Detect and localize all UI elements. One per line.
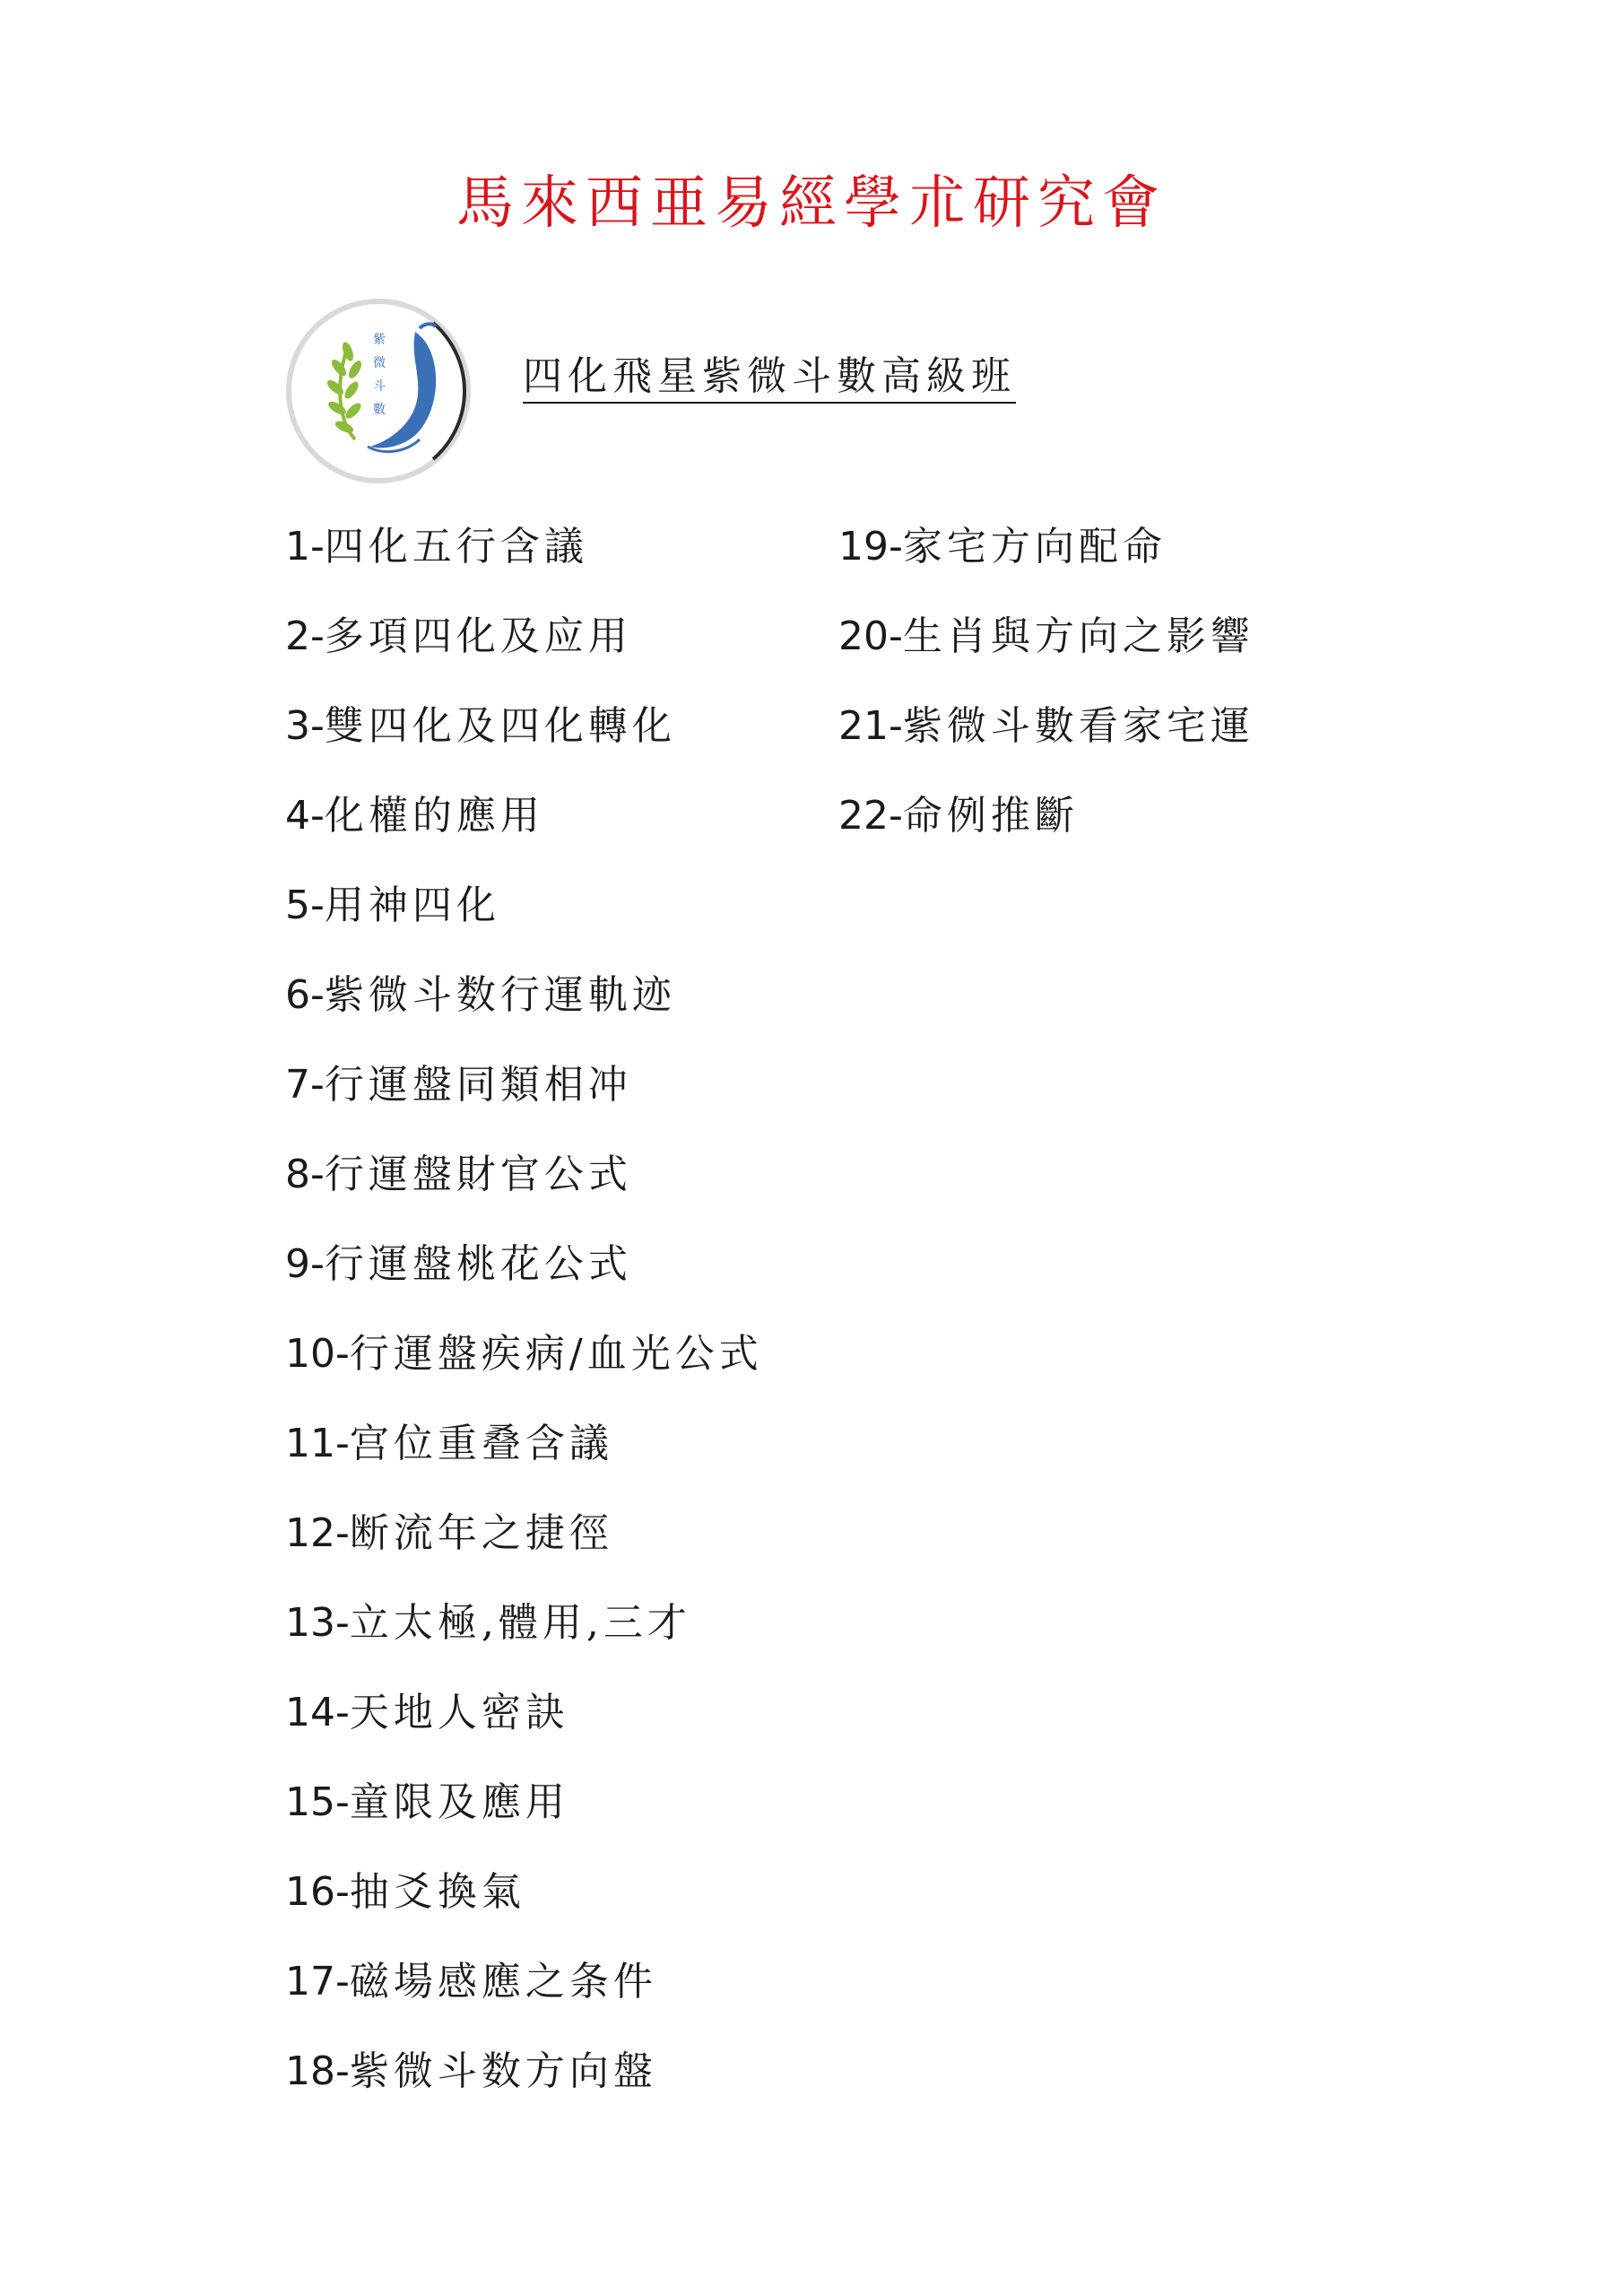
topic-text: 四化五行含議 [324,524,588,570]
topic-text: 断流年之捷徑 [349,1510,613,1556]
topic-number: 7- [285,1062,325,1108]
course-title: 四化飛星紫微斗數高級班 [523,353,1016,399]
topic-list-left [285,520,763,2135]
topic-number: 10- [285,1331,350,1377]
list-item [285,1507,763,1596]
topic-text: 磁場感應之条件 [349,1959,657,2005]
org-title: 馬來西亜易經學朮研究會 [456,170,1167,237]
topic-text: 紫微斗數看家宅運 [902,703,1254,749]
topic-number: 2- [285,613,325,659]
list-item [285,1596,763,1686]
topic-list-right [838,520,1254,879]
logo-char: 紫 [373,333,386,347]
topic-number: 8- [285,1152,325,1197]
list-item [285,1238,763,1327]
list-item [285,1058,763,1148]
list-item [285,1686,763,1776]
topic-number: 13- [285,1600,350,1646]
topic-number: 14- [285,1690,350,1735]
list-item [285,1776,763,1866]
topic-number: 4- [285,793,325,839]
topic-number: 17- [285,1959,350,2005]
topic-number: 9- [285,1241,325,1287]
topic-text: 行運盤同類相冲 [324,1062,632,1108]
topic-number: 21- [838,703,903,749]
topic-number: 18- [285,2048,350,2094]
list-item [285,700,763,789]
list-item [285,610,763,700]
logo-char: 微 [373,356,386,370]
list-item [838,610,1254,700]
topic-text: 行運盤疾病/血光公式 [349,1331,763,1377]
topic-number: 12- [285,1510,350,1556]
topic-text: 立太極,體用,三才 [349,1600,691,1646]
list-item [285,1866,763,1955]
list-item [285,879,763,969]
topic-text: 行運盤桃花公式 [324,1241,632,1287]
topic-number: 1- [285,524,325,570]
list-item [838,700,1254,789]
topic-text: 生肖與方向之影響 [902,613,1254,659]
list-item [285,520,763,610]
topic-number: 22- [838,793,903,839]
list-item [285,1327,763,1417]
topic-text: 行運盤財官公式 [324,1152,632,1197]
topic-text: 化權的應用 [324,793,544,839]
topic-text: 用神四化 [324,883,500,928]
logo-char: 數 [373,403,386,417]
list-item [838,789,1254,879]
topic-number: 5- [285,883,325,928]
logo-char: 斗 [373,379,386,394]
topic-text: 抽爻換氣 [349,1869,525,1915]
topic-number: 20- [838,613,903,659]
topic-text: 多項四化及应用 [324,613,632,659]
topic-text: 天地人密訣 [349,1690,569,1735]
list-item [285,1955,763,2045]
topic-number: 3- [285,703,325,749]
topic-text: 雙四化及四化轉化 [324,703,676,749]
topic-text: 童限及應用 [349,1779,569,1825]
topic-number: 6- [285,972,325,1018]
topic-text: 家宅方向配命 [902,524,1167,570]
list-item [285,1417,763,1507]
topic-text: 紫微斗数方向盤 [349,2048,657,2094]
topic-text: 紫微斗数行運軌迹 [324,972,676,1018]
list-item [838,520,1254,610]
topic-number: 15- [285,1779,350,1825]
list-item [285,969,763,1058]
topic-text: 命例推斷 [902,793,1079,839]
list-item [285,2045,763,2135]
topic-text: 宫位重叠含議 [349,1421,613,1466]
topic-number: 11- [285,1421,350,1466]
topic-number: 16- [285,1869,350,1915]
list-item [285,1148,763,1238]
topic-number: 19- [838,524,903,570]
list-item [285,789,763,879]
logo [285,296,475,486]
